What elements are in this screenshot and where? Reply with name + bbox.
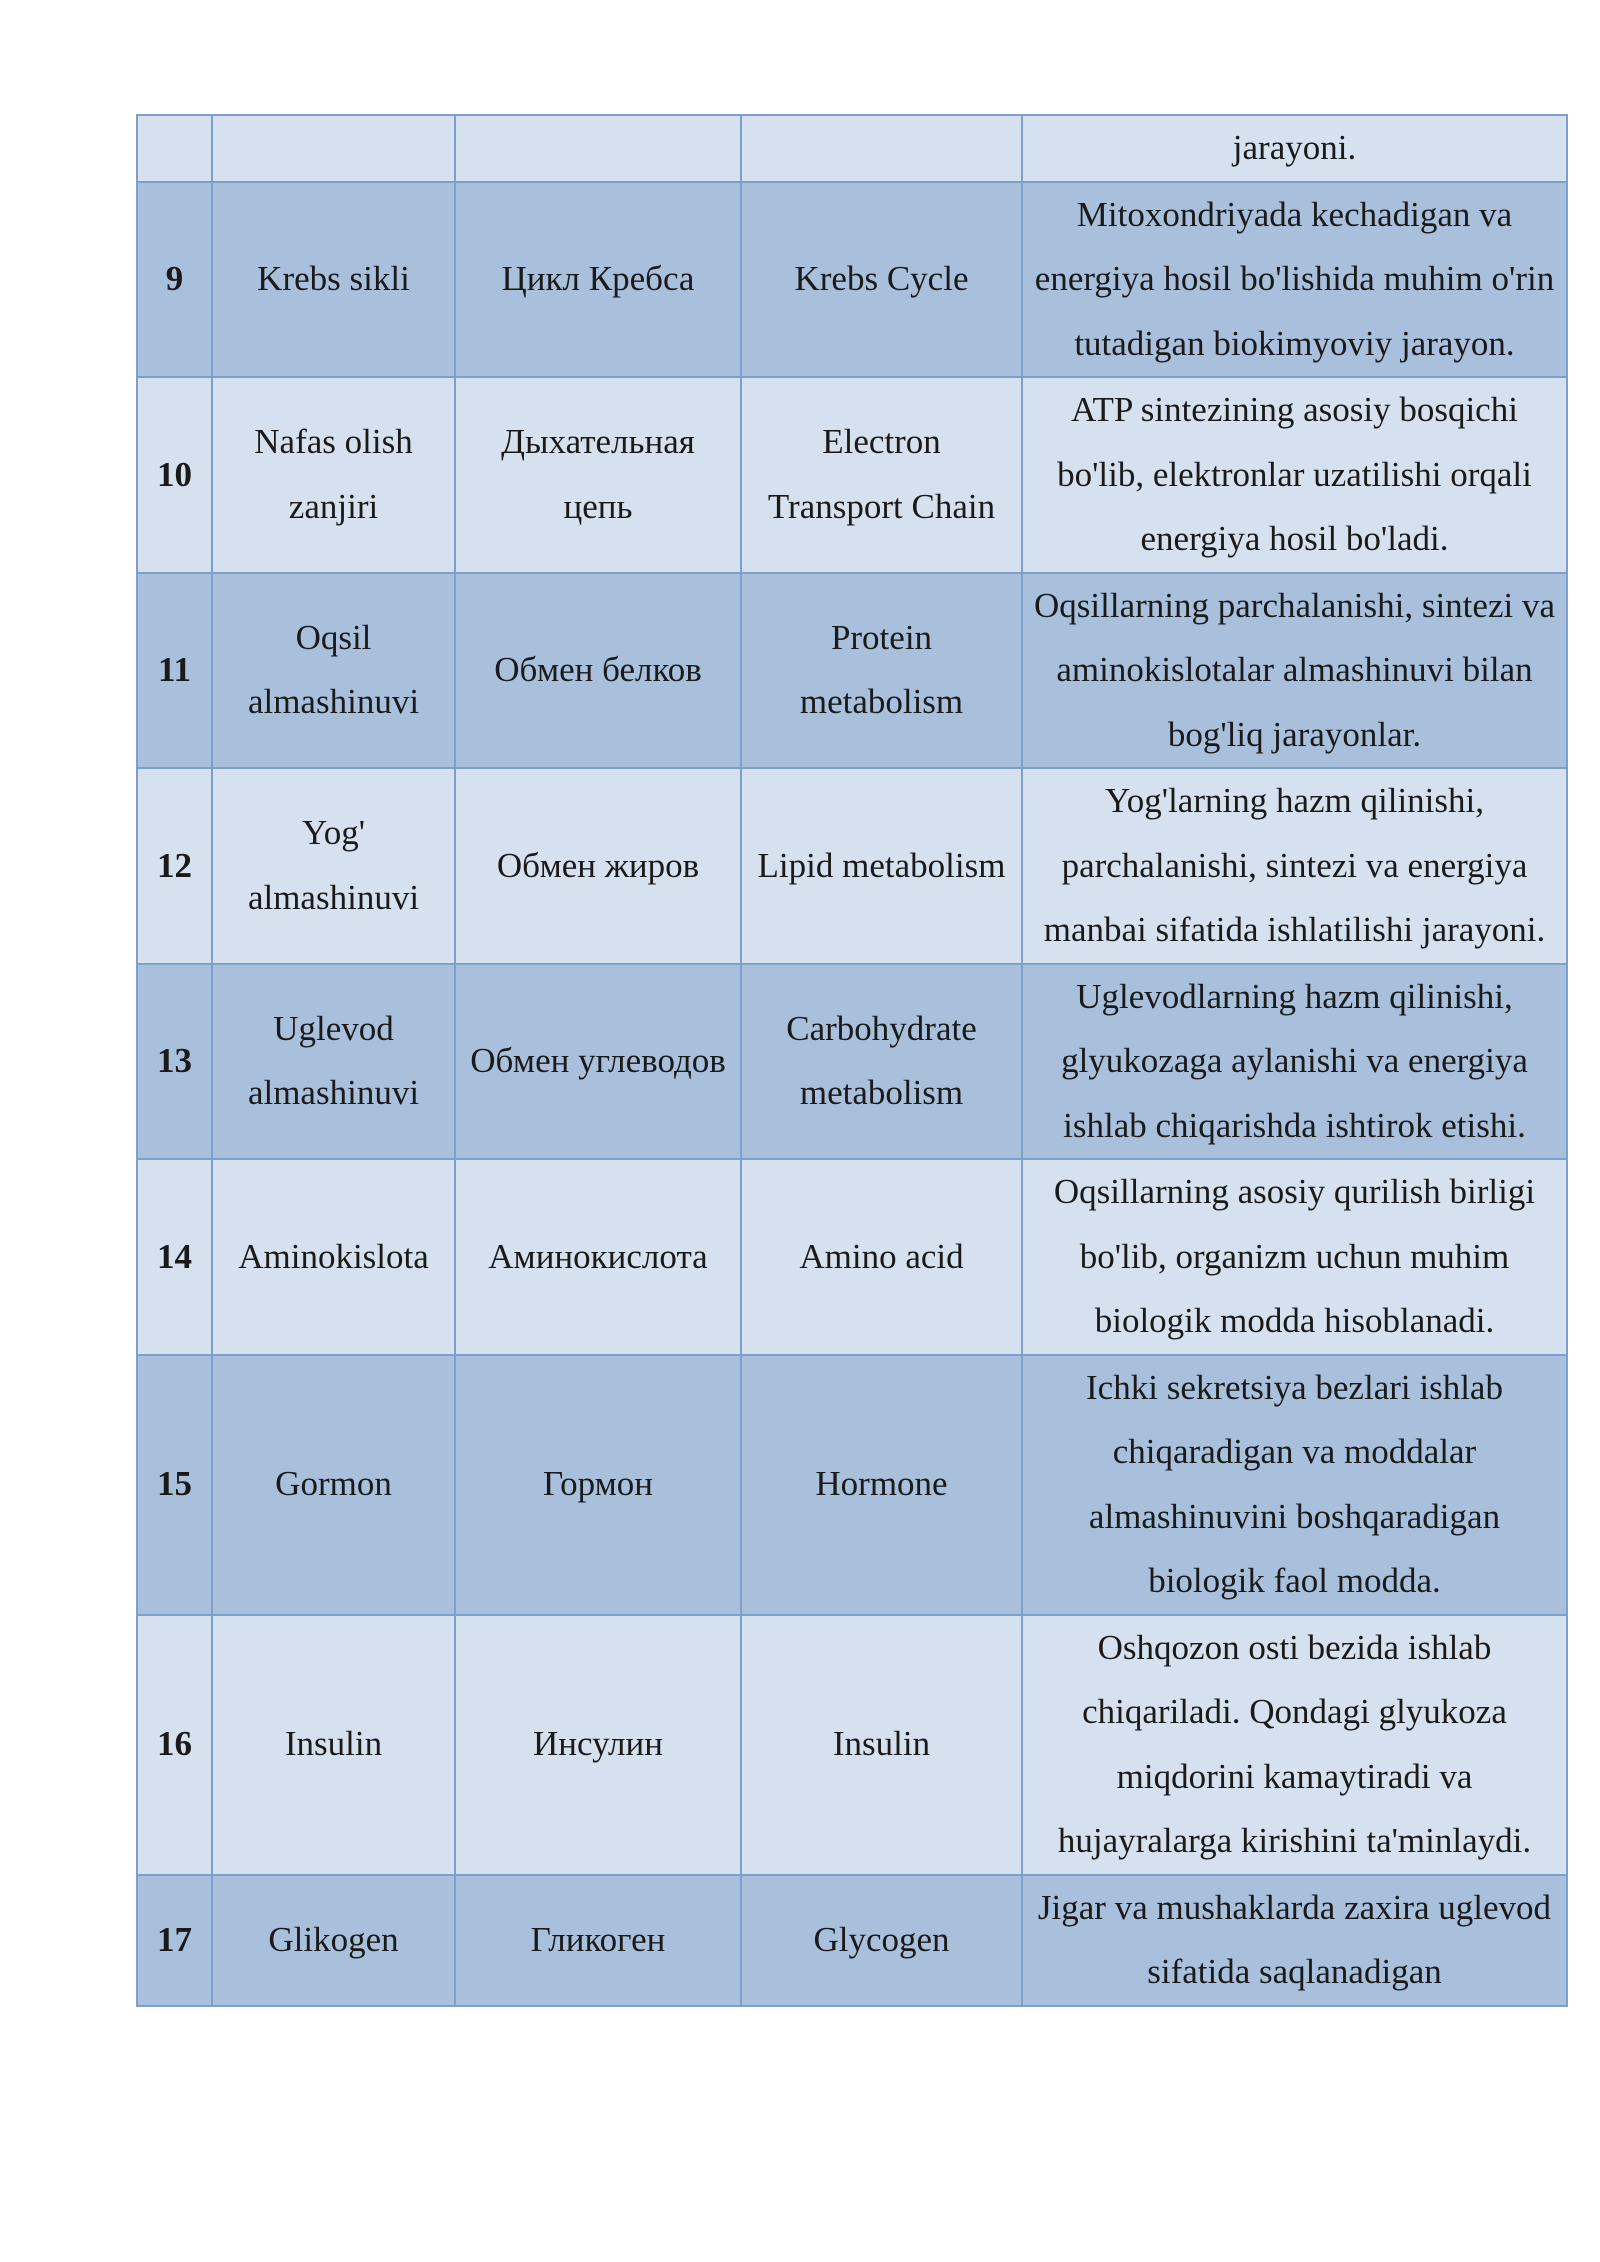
term-number-cell (137, 115, 212, 182)
table-row (137, 115, 1567, 182)
term-english-cell: Krebs Cycle (741, 182, 1022, 378)
term-description-cell: Oqsillarning asosiy qurilish birligi bo'lib, organizm uchun muhim biologik modda hisoblanadi. (1022, 1159, 1567, 1355)
term-english-cell: Glycogen (741, 1875, 1022, 2006)
term-russian-cell: Инсулин (455, 1615, 741, 1875)
term-description-cell: Mitoxondriyada kechadigan va energiya hosil bo'lishida muhim o'rin tutadigan biokimyoviy jarayon. (1022, 182, 1567, 378)
term-uzbek-cell: Gormon (212, 1355, 455, 1615)
term-russian-cell: Обмен белков (455, 573, 741, 769)
term-russian-cell: Дыхательная цепь (455, 377, 741, 573)
term-number-cell: 12 (137, 768, 212, 964)
term-russian-cell (455, 115, 741, 182)
term-uzbek-cell: Nafas olish zanjiri (212, 377, 455, 573)
term-russian-cell: Аминокислота (455, 1159, 741, 1355)
table-row (137, 377, 1567, 573)
term-number-cell: 13 (137, 964, 212, 1160)
term-uzbek-cell (212, 115, 455, 182)
term-russian-cell: Обмен углеводов (455, 964, 741, 1160)
table-row (137, 573, 1567, 769)
table-row (137, 1615, 1567, 1875)
term-english-cell (741, 115, 1022, 182)
table-row (137, 964, 1567, 1160)
term-russian-cell: Цикл Кребса (455, 182, 741, 378)
table-row (137, 1355, 1567, 1615)
term-number-cell: 9 (137, 182, 212, 378)
term-russian-cell: Обмен жиров (455, 768, 741, 964)
term-number-cell: 14 (137, 1159, 212, 1355)
term-description-cell: Yog'larning hazm qilinishi, parchalanishi, sintezi va energiya manbai sifatida ishlatilishi jarayoni. (1022, 768, 1567, 964)
term-uzbek-cell: Yog' almashinuvi (212, 768, 455, 964)
term-description-cell: ATP sintezining asosiy bosqichi bo'lib, elektronlar uzatilishi orqali energiya hosil bo'ladi. (1022, 377, 1567, 573)
term-english-cell: Amino acid (741, 1159, 1022, 1355)
table-row (137, 182, 1567, 378)
term-uzbek-cell: Uglevod almashinuvi (212, 964, 455, 1160)
glossary-table (136, 114, 1568, 2007)
term-number-cell: 10 (137, 377, 212, 573)
term-english-cell: Hormone (741, 1355, 1022, 1615)
term-english-cell: Electron Transport Chain (741, 377, 1022, 573)
table-row (137, 1875, 1567, 2006)
glossary-table-body (137, 115, 1567, 2006)
term-russian-cell: Гормон (455, 1355, 741, 1615)
table-row (137, 1159, 1567, 1355)
term-english-cell: Carbohydrate metabolism (741, 964, 1022, 1160)
table-row (137, 768, 1567, 964)
term-description-cell: Ichki sekretsiya bezlari ishlab chiqaradigan va moddalar almashinuvini boshqaradigan biologik faol modda. (1022, 1355, 1567, 1615)
term-number-cell: 11 (137, 573, 212, 769)
term-uzbek-cell: Insulin (212, 1615, 455, 1875)
term-english-cell: Insulin (741, 1615, 1022, 1875)
term-description-cell: Oqsillarning parchalanishi, sintezi va aminokislotalar almashinuvi bilan bog'liq jarayonlar. (1022, 573, 1567, 769)
term-uzbek-cell: Aminokislota (212, 1159, 455, 1355)
term-uzbek-cell: Glikogen (212, 1875, 455, 2006)
term-russian-cell: Гликоген (455, 1875, 741, 2006)
term-number-cell: 17 (137, 1875, 212, 2006)
term-english-cell: Lipid metabolism (741, 768, 1022, 964)
term-description-cell: jarayoni. (1022, 115, 1567, 182)
term-description-cell: Jigar va mushaklarda zaxira uglevod sifatida saqlanadigan (1022, 1875, 1567, 2006)
term-uzbek-cell: Krebs sikli (212, 182, 455, 378)
term-number-cell: 16 (137, 1615, 212, 1875)
term-uzbek-cell: Oqsil almashinuvi (212, 573, 455, 769)
term-description-cell: Uglevodlarning hazm qilinishi, glyukozaga aylanishi va energiya ishlab chiqarishda ishtirok etishi. (1022, 964, 1567, 1160)
term-number-cell: 15 (137, 1355, 212, 1615)
term-english-cell: Protein metabolism (741, 573, 1022, 769)
term-description-cell: Oshqozon osti bezida ishlab chiqariladi. Qondagi glyukoza miqdorini kamaytiradi va hujayralarga kirishini ta'minlaydi. (1022, 1615, 1567, 1875)
